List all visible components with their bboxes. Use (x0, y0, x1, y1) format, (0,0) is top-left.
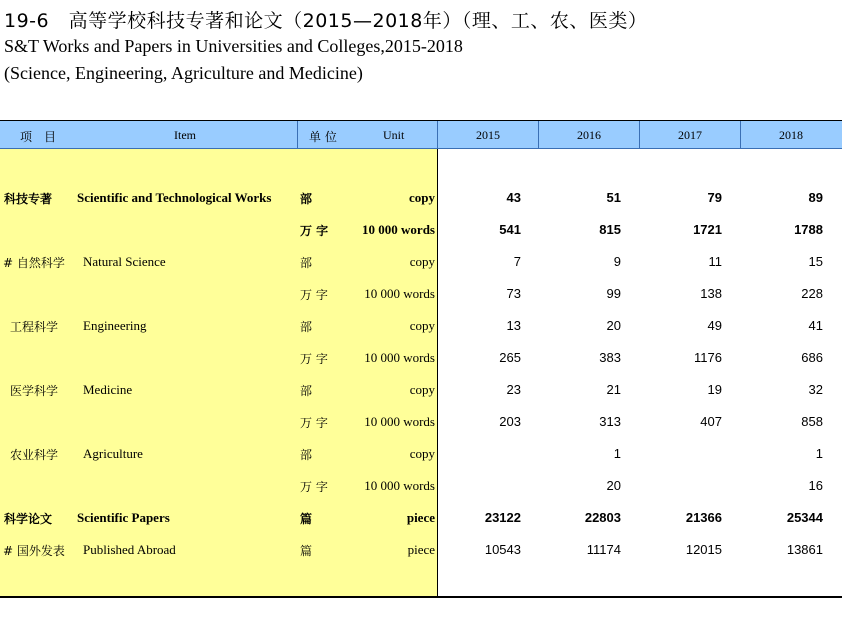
row-value: 21 (606, 382, 621, 397)
row-unit-cn: 部 (300, 448, 313, 462)
row-value: 407 (700, 414, 722, 429)
table-row (0, 446, 842, 466)
row-unit-en: copy (409, 190, 435, 205)
header-year: 2018 (779, 128, 803, 142)
row-value: 265 (499, 350, 521, 365)
table-row (0, 350, 842, 370)
row-label-cn: 农业科学 (10, 448, 59, 462)
row-value: 99 (606, 286, 621, 301)
row-value: 1721 (693, 222, 722, 237)
row-value: 23122 (484, 510, 521, 525)
header-year: 2015 (476, 128, 500, 142)
row-unit-en: 10 000 words (364, 414, 435, 429)
row-unit-en: 10 000 words (364, 286, 435, 301)
row-value: 41 (808, 318, 823, 333)
table-row (0, 542, 842, 562)
row-value: 138 (700, 286, 722, 301)
row-unit-en: piece (406, 510, 435, 525)
table-row (0, 414, 842, 434)
row-value: 11174 (586, 542, 621, 557)
row-unit-en: 10 000 words (364, 478, 435, 493)
row-value: 383 (599, 350, 621, 365)
row-value: 858 (801, 414, 823, 429)
table-row (0, 190, 842, 210)
row-value: 1 (613, 446, 621, 461)
table-title-english: S&T Works and Papers in Universities and Colleges,2015-2018 (4, 36, 463, 56)
row-value: 9 (613, 254, 621, 269)
row-unit-en: copy (409, 318, 435, 333)
row-value: 1176 (694, 350, 722, 365)
row-value: 1788 (794, 222, 823, 237)
row-value: 7 (513, 254, 521, 269)
row-label-cn: 科技专著 (4, 192, 53, 206)
row-value: 51 (606, 190, 621, 205)
row-value: 43 (506, 190, 521, 205)
table-row (0, 254, 842, 274)
row-unit-cn: 部 (300, 384, 313, 398)
row-label-en: Agriculture (83, 446, 143, 461)
table-title-chinese: 19-6 高等学校科技专著和论文（2015—2018年）（理、工、农、医类） (4, 10, 648, 32)
row-value: 19 (707, 382, 722, 397)
row-unit-cn: 部 (300, 192, 313, 206)
row-label-cn: # 国外发表 (3, 544, 65, 558)
row-value: 32 (808, 382, 823, 397)
table-bottom-rule (0, 596, 842, 598)
table-row (0, 222, 842, 242)
row-label-en: Published Abroad (83, 542, 176, 557)
row-value: 10543 (484, 542, 521, 557)
row-value: 12015 (685, 542, 722, 557)
row-unit-en: 10 000 words (362, 222, 435, 237)
row-unit-en: copy (409, 254, 435, 269)
row-value: 49 (707, 318, 722, 333)
row-label-en: Scientific and Technological Works (77, 190, 272, 205)
header-unit-cn: 单 位 (309, 130, 337, 144)
row-value: 22803 (584, 510, 621, 525)
row-unit-cn: 部 (300, 256, 313, 270)
table-row (0, 286, 842, 306)
header-item-en: Item (174, 128, 196, 142)
row-value: 13861 (786, 542, 823, 557)
row-value: 23 (506, 382, 521, 397)
row-value: 313 (599, 414, 621, 429)
row-value: 79 (707, 190, 722, 205)
table-row (0, 382, 842, 402)
row-value: 20 (606, 478, 621, 493)
row-value: 11 (708, 254, 722, 269)
row-label-en: Engineering (83, 318, 147, 333)
row-unit-cn: 部 (300, 320, 313, 334)
row-value: 20 (606, 318, 621, 333)
header-item-cn: 项 目 (20, 130, 57, 144)
row-unit-cn: 万 字 (300, 416, 328, 430)
table-row (0, 510, 842, 530)
header-year: 2017 (678, 128, 702, 142)
row-label-cn: 医学科学 (10, 384, 59, 398)
row-label-cn: 工程科学 (10, 320, 59, 334)
row-unit-en: copy (409, 382, 435, 397)
table-row (0, 478, 842, 498)
row-value: 1 (815, 446, 823, 461)
row-label-cn: # 自然科学 (3, 256, 65, 270)
row-value: 815 (599, 222, 621, 237)
row-unit-en: copy (409, 446, 435, 461)
row-label-cn: 科学论文 (4, 512, 53, 526)
row-unit-cn: 万 字 (300, 288, 328, 302)
row-value: 25344 (786, 510, 823, 525)
row-value: 73 (506, 286, 521, 301)
row-value: 21366 (685, 510, 722, 525)
table-row (0, 318, 842, 338)
row-unit-cn: 篇 (300, 544, 313, 558)
row-unit-cn: 篇 (300, 512, 313, 526)
row-value: 89 (808, 190, 823, 205)
row-value: 203 (499, 414, 521, 429)
row-label-en: Medicine (83, 382, 133, 397)
row-unit-cn: 万 字 (300, 224, 329, 238)
table-header (0, 120, 842, 149)
row-value: 13 (506, 318, 521, 333)
table-subtitle-english: (Science, Engineering, Agriculture and Medicine) (4, 63, 363, 83)
row-unit-en: 10 000 words (364, 350, 435, 365)
row-value: 541 (499, 222, 521, 237)
row-value: 228 (801, 286, 823, 301)
header-year: 2016 (577, 128, 601, 142)
row-unit-cn: 万 字 (300, 480, 328, 494)
row-label-en: Scientific Papers (77, 510, 170, 525)
row-unit-cn: 万 字 (300, 352, 328, 366)
row-label-en: Natural Science (83, 254, 166, 269)
row-value: 686 (801, 350, 823, 365)
header-unit-en: Unit (383, 128, 405, 142)
row-value: 15 (808, 254, 823, 269)
row-value: 16 (808, 478, 823, 493)
row-unit-en: piece (407, 542, 435, 557)
